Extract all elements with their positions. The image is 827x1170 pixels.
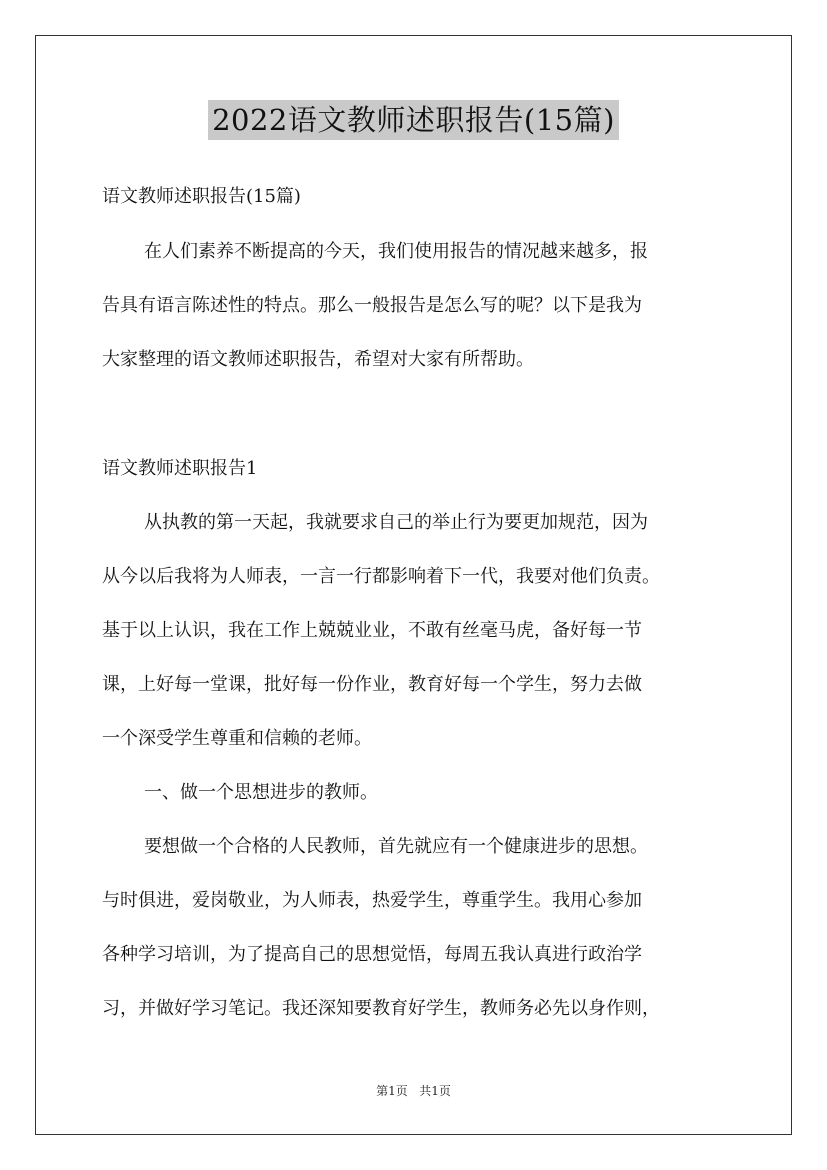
text-line: 从执教的第一天起，我就要求自己的举止行为要更加规范，因为 bbox=[144, 512, 648, 533]
page-total: 共1页 bbox=[419, 1084, 451, 1098]
text-line: 在人们素养不断提高的今天，我们使用报告的情况越来越多，报 bbox=[144, 241, 648, 262]
text-line: 一个深受学生尊重和信赖的老师。 bbox=[102, 728, 372, 749]
text-line: 告具有语言陈述性的特点。那么一般报告是怎么写的呢？以下是我为 bbox=[102, 295, 642, 316]
text-line: 从今以后我将为人师表，一言一行都影响着下一代，我要对他们负责。 bbox=[102, 566, 660, 587]
document-title: 2022语文教师述职报告(15篇) bbox=[208, 100, 619, 140]
text-line: 要想做一个合格的人民教师，首先就应有一个健康进步的思想。 bbox=[144, 836, 648, 857]
title-wrap bbox=[0, 100, 827, 140]
page-footer bbox=[0, 1082, 827, 1099]
text-line: 大家整理的语文教师述职报告，希望对大家有所帮助。 bbox=[102, 349, 534, 370]
point-heading-text: 一、做一个思想进步的教师。 bbox=[144, 782, 378, 803]
text-line: 习，并做好学习笔记。我还深知要教育好学生，教师务必先以身作则， bbox=[102, 998, 660, 1019]
section-heading-text: 语文教师述职报告1 bbox=[102, 458, 258, 479]
text-line: 课，上好每一堂课，批好每一份作业，教育好每一个学生，努力去做 bbox=[102, 674, 642, 695]
page-number: 第1页 bbox=[376, 1084, 408, 1098]
text-line: 各种学习培训，为了提高自己的思想觉悟，每周五我认真进行政治学 bbox=[102, 944, 642, 965]
subtitle-text: 语文教师述职报告(15篇) bbox=[102, 186, 301, 207]
text-line: 与时俱进，爱岗敬业，为人师表，热爱学生，尊重学生。我用心参加 bbox=[102, 890, 642, 911]
text-line: 基于以上认识，我在工作上兢兢业业，不敢有丝毫马虎，备好每一节 bbox=[102, 620, 642, 641]
